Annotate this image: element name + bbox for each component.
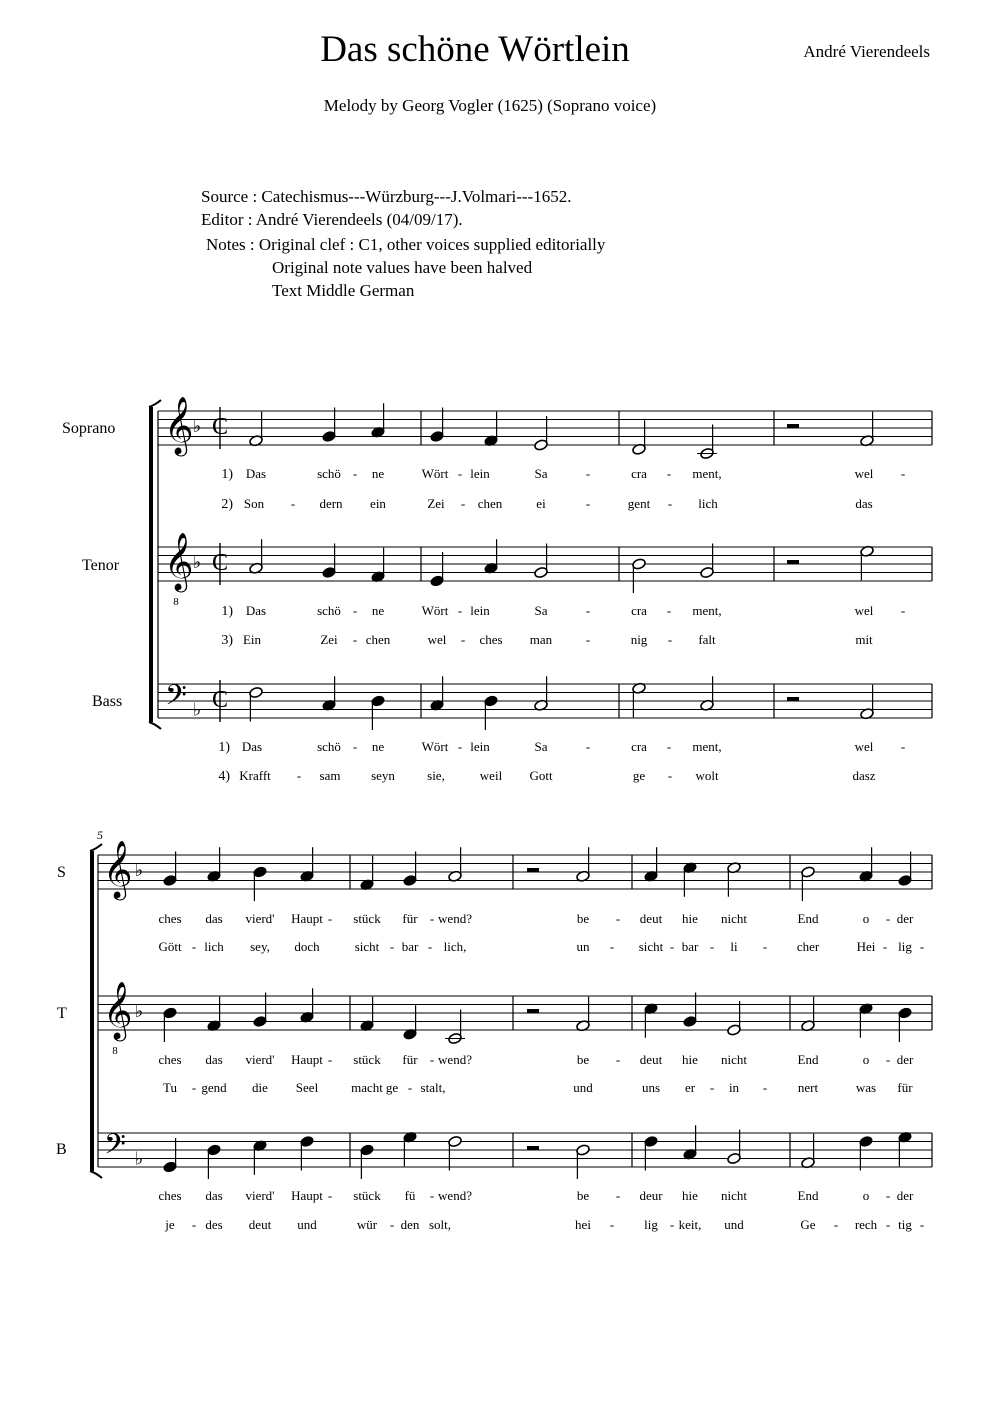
verse-number: 1)	[221, 467, 233, 482]
lyric-bass-4: Krafft	[239, 768, 271, 783]
bracket-hook	[149, 722, 161, 729]
lyric-soprano-1: stück	[353, 911, 381, 926]
lyric-bass-4: -	[919, 1217, 925, 1232]
lyric-bass-1: vierd'	[245, 1188, 275, 1203]
bass-clef-icon: 𝄢	[165, 681, 187, 718]
lyric-tenor-3: in	[728, 1080, 740, 1095]
lyric-soprano-2: -	[585, 496, 591, 511]
lyric-soprano-2: gent	[627, 496, 651, 511]
lyric-bass-1: -	[585, 739, 591, 754]
lyric-bass-4: des	[205, 1217, 223, 1232]
lyric-bass-4: -	[833, 1217, 839, 1232]
octave-eight-mark: 8	[173, 596, 179, 608]
half-rest-icon	[527, 1146, 539, 1150]
lyric-soprano-1: ches	[158, 911, 182, 926]
lyric-bass-1: nicht	[721, 1188, 747, 1203]
lyric-soprano-2: -	[919, 939, 925, 954]
treble-clef-icon: 𝄞	[103, 982, 133, 1038]
lyric-tenor-3: -	[667, 632, 673, 647]
lyric-soprano-2: sicht	[638, 939, 664, 954]
lyric-bass-1: -	[457, 739, 463, 754]
lyric-tenor-3: stalt,	[420, 1080, 446, 1095]
lyric-soprano-2: un	[576, 939, 590, 954]
lyric-bass-1: der	[896, 1188, 914, 1203]
lyric-tenor-1: -	[666, 603, 672, 618]
lyric-soprano-1: vierd'	[245, 911, 275, 926]
lyric-soprano-2: Hei	[856, 939, 876, 954]
lyric-soprano-2: sicht	[354, 939, 380, 954]
lyric-tenor-1: das	[205, 1052, 223, 1067]
lyric-tenor-3: chen	[365, 632, 391, 647]
verse-number: 4)	[218, 769, 230, 784]
lyric-tenor-1: der	[896, 1052, 914, 1067]
lyric-tenor-3: Tu	[163, 1080, 177, 1095]
lyric-soprano-1: nicht	[721, 911, 747, 926]
lyric-tenor-3: Seel	[295, 1080, 319, 1095]
lyric-bass-1: -	[615, 1188, 621, 1203]
lyric-tenor-1: -	[457, 603, 463, 618]
flat-sign-icon: ♭	[134, 860, 144, 880]
treble-clef-icon: 𝄞	[164, 533, 194, 589]
lyric-tenor-1: be	[576, 1052, 590, 1067]
lyric-tenor-1: stück	[353, 1052, 381, 1067]
lyric-tenor-3: Ein	[242, 632, 262, 647]
lyric-bass-4: -	[669, 1217, 675, 1232]
time-signature: C	[211, 414, 229, 440]
lyric-bass-1: -	[327, 1188, 333, 1203]
verse-number: 1)	[221, 604, 233, 619]
lyric-bass-1: lein	[470, 739, 490, 754]
voice-label-tenor: Tenor	[82, 557, 120, 574]
lyric-tenor-1: Wört	[421, 603, 449, 618]
lyric-tenor-1: -	[352, 603, 358, 618]
flat-sign-icon: ♭	[192, 416, 202, 436]
lyric-soprano-1: -	[457, 466, 463, 481]
composer-name: André Vierendeels	[803, 42, 930, 61]
lyric-soprano-1: o	[862, 911, 870, 926]
lyric-soprano-1: wel	[854, 466, 874, 481]
lyric-bass-4: keit,	[678, 1217, 702, 1232]
lyric-bass-1: fü	[404, 1188, 416, 1203]
time-signature: C	[211, 687, 229, 713]
lyric-tenor-3: nert	[797, 1080, 819, 1095]
voice-label-s: S	[57, 864, 66, 881]
lyric-soprano-1: für	[402, 911, 418, 926]
lyric-bass-4: -	[389, 1217, 395, 1232]
lyric-tenor-1: für	[402, 1052, 418, 1067]
flat-sign-icon: ♭	[192, 699, 202, 720]
lyric-tenor-1: ne	[371, 603, 385, 618]
lyric-bass-4: sam	[319, 768, 341, 783]
lyric-bass-4: deut	[248, 1217, 272, 1232]
lyric-soprano-1: -	[352, 466, 358, 481]
lyric-bass-1: schö	[317, 739, 341, 754]
lyric-soprano-2: lich,	[443, 939, 467, 954]
lyric-bass-1: ne	[371, 739, 385, 754]
treble-clef-icon: 𝄞	[103, 841, 133, 897]
lyric-soprano-2: bar	[681, 939, 699, 954]
lyric-soprano-2: -	[191, 939, 197, 954]
lyric-tenor-3: mit	[855, 632, 873, 647]
bracket-hook	[90, 1171, 102, 1178]
lyric-soprano-1: ne	[371, 466, 385, 481]
verse-number: 2)	[221, 497, 233, 512]
lyric-soprano-1: das	[205, 911, 223, 926]
lyric-soprano-2: -	[709, 939, 715, 954]
voice-label-bass: Bass	[92, 693, 123, 710]
lyric-soprano-1: deut	[639, 911, 663, 926]
lyric-bass-4: Gott	[529, 768, 553, 783]
lyric-bass-4: rech	[854, 1217, 878, 1232]
lyric-bass-1: hie	[682, 1188, 698, 1203]
lyric-bass-4: ge	[632, 768, 646, 783]
score-subtitle: Melody by Georg Vogler (1625) (Soprano voice)	[323, 96, 657, 115]
lyric-tenor-1: vierd'	[245, 1052, 275, 1067]
notes-line: Notes : Original clef : C1, other voices supplied editorially	[206, 235, 606, 254]
lyric-soprano-2: -	[762, 939, 768, 954]
lyric-bass-4: -	[667, 768, 673, 783]
lyric-soprano-1: -	[429, 911, 435, 926]
verse-number: 1)	[218, 740, 230, 755]
lyric-bass-4: -	[609, 1217, 615, 1232]
lyric-soprano-2: li	[730, 939, 738, 954]
lyric-bass-1: -	[352, 739, 358, 754]
lyric-soprano-1: wend?	[438, 911, 472, 926]
lyric-tenor-1: hie	[682, 1052, 698, 1067]
lyric-bass-1: -	[666, 739, 672, 754]
voice-label-soprano: Soprano	[62, 420, 116, 437]
lyric-bass-1: o	[862, 1188, 870, 1203]
lyric-tenor-1: nicht	[721, 1052, 747, 1067]
lyric-tenor-3: gend	[201, 1080, 227, 1095]
lyric-soprano-2: chen	[477, 496, 503, 511]
lyric-bass-4: -	[885, 1217, 891, 1232]
lyric-tenor-3: uns	[641, 1080, 661, 1095]
lyric-soprano-2: -	[882, 939, 888, 954]
lyric-tenor-3: -	[585, 632, 591, 647]
lyric-tenor-1: Das	[245, 603, 267, 618]
lyric-tenor-1: -	[327, 1052, 333, 1067]
lyric-tenor-3: -	[762, 1080, 768, 1095]
lyric-bass-4: und	[297, 1217, 317, 1232]
lyric-soprano-1: -	[885, 911, 891, 926]
lyric-tenor-1: wend?	[438, 1052, 472, 1067]
editor-line: Editor : André Vierendeels (04/09/17).	[201, 210, 463, 229]
lyric-bass-1: stück	[353, 1188, 381, 1203]
lyric-bass-4: dasz	[852, 768, 876, 783]
lyric-tenor-1: -	[615, 1052, 621, 1067]
lyric-bass-4: solt,	[428, 1217, 452, 1232]
lyric-soprano-1: hie	[682, 911, 698, 926]
treble-clef-icon: 𝄞	[164, 397, 194, 453]
lyric-tenor-3: man	[529, 632, 553, 647]
lyric-soprano-2: ei	[536, 496, 546, 511]
lyric-bass-4: -	[296, 768, 302, 783]
lyric-tenor-1: cra	[631, 603, 647, 618]
lyric-soprano-2: -	[609, 939, 615, 954]
lyric-soprano-1: Sa	[534, 466, 548, 481]
lyric-bass-4: den	[400, 1217, 420, 1232]
half-rest-icon	[527, 868, 539, 872]
lyric-soprano-2: das	[855, 496, 873, 511]
lyric-soprano-2: Son	[243, 496, 265, 511]
lyric-tenor-3: Zei	[320, 632, 338, 647]
lyric-tenor-3: und	[573, 1080, 593, 1095]
lyric-soprano-2: -	[669, 939, 675, 954]
time-signature: C	[211, 550, 229, 576]
lyric-soprano-2: lich	[698, 496, 718, 511]
lyric-tenor-3: die	[252, 1080, 268, 1095]
lyric-tenor-1: ches	[158, 1052, 182, 1067]
lyric-tenor-3: -	[407, 1080, 413, 1095]
lyric-bass-1: be	[576, 1188, 590, 1203]
lyric-tenor-1: -	[585, 603, 591, 618]
lyric-tenor-1: lein	[470, 603, 490, 618]
notes-line-3: Text Middle German	[272, 281, 415, 300]
lyric-soprano-1: -	[585, 466, 591, 481]
lyric-tenor-1: Sa	[534, 603, 548, 618]
lyric-soprano-2: Zei	[427, 496, 445, 511]
source-line: Source : Catechismus---Würzburg---J.Volmari---1652.	[201, 187, 572, 206]
flat-sign-icon: ♭	[134, 1148, 144, 1169]
flat-sign-icon: ♭	[192, 552, 202, 572]
lyric-soprano-1: be	[576, 911, 590, 926]
lyric-soprano-1: ment,	[692, 466, 722, 481]
lyric-tenor-1: deut	[639, 1052, 663, 1067]
bracket-hook	[90, 844, 102, 851]
lyric-tenor-3: macht	[351, 1080, 383, 1095]
lyric-tenor-3: was	[855, 1080, 877, 1095]
half-rest-icon	[787, 560, 799, 564]
lyric-soprano-1: Wört	[421, 466, 449, 481]
lyric-soprano-1: der	[896, 911, 914, 926]
lyric-tenor-3: für	[897, 1080, 913, 1095]
bracket-hook	[149, 400, 161, 407]
lyric-tenor-1: Haupt	[291, 1052, 323, 1067]
lyric-bass-1: -	[429, 1188, 435, 1203]
lyric-bass-1: wel	[854, 739, 874, 754]
lyric-soprano-2: -	[427, 939, 433, 954]
lyric-soprano-2: dern	[319, 496, 343, 511]
lyric-tenor-1: End	[797, 1052, 819, 1067]
lyric-bass-1: Wört	[421, 739, 449, 754]
lyric-tenor-1: -	[900, 603, 906, 618]
lyric-bass-1: deur	[639, 1188, 663, 1203]
lyric-soprano-2: -	[290, 496, 296, 511]
lyric-tenor-1: -	[429, 1052, 435, 1067]
lyric-tenor-1: wel	[854, 603, 874, 618]
lyric-bass-4: tig	[898, 1217, 912, 1232]
lyric-bass-4: Ge	[800, 1217, 816, 1232]
lyric-tenor-1: ment,	[692, 603, 722, 618]
lyric-bass-1: End	[797, 1188, 819, 1203]
measure-number: 5	[97, 828, 103, 842]
lyric-bass-1: Das	[241, 739, 263, 754]
lyric-soprano-1: cra	[631, 466, 647, 481]
lyric-bass-4: weil	[479, 768, 503, 783]
lyric-bass-1: wend?	[438, 1188, 472, 1203]
half-rest-icon	[787, 697, 799, 701]
lyric-soprano-2: sey,	[250, 939, 270, 954]
lyric-soprano-1: End	[797, 911, 819, 926]
lyric-soprano-1: -	[666, 466, 672, 481]
lyric-tenor-3: -	[352, 632, 358, 647]
lyric-soprano-2: lich	[204, 939, 224, 954]
lyric-soprano-2: cher	[796, 939, 820, 954]
lyric-tenor-3: ge	[385, 1080, 399, 1095]
lyric-bass-1: das	[205, 1188, 223, 1203]
bass-clef-icon: 𝄢	[104, 1130, 126, 1167]
lyric-tenor-3: nig	[630, 632, 648, 647]
lyric-tenor-1: o	[862, 1052, 870, 1067]
notes-line-2: Original note values have been halved	[272, 258, 533, 277]
lyric-soprano-2: -	[389, 939, 395, 954]
lyric-soprano-1: -	[615, 911, 621, 926]
flat-sign-icon: ♭	[134, 1001, 144, 1021]
lyric-bass-4: -	[191, 1217, 197, 1232]
lyric-soprano-2: -	[667, 496, 673, 511]
lyric-bass-4: lig	[644, 1217, 658, 1232]
lyric-soprano-2: bar	[401, 939, 419, 954]
half-rest-icon	[527, 1009, 539, 1013]
lyric-soprano-1: Haupt	[291, 911, 323, 926]
lyric-bass-4: sie,	[427, 768, 445, 783]
lyric-tenor-3: -	[191, 1080, 197, 1095]
lyric-tenor-3: -	[709, 1080, 715, 1095]
lyric-bass-1: -	[885, 1188, 891, 1203]
lyric-soprano-2: doch	[294, 939, 320, 954]
lyric-tenor-3: er	[684, 1080, 696, 1095]
score-title: Das schöne Wörtlein	[320, 29, 630, 70]
lyric-soprano-1: lein	[470, 466, 490, 481]
octave-eight-mark: 8	[112, 1045, 118, 1057]
lyric-bass-4: hei	[575, 1217, 591, 1232]
lyric-soprano-2: lig	[898, 939, 912, 954]
voice-label-b: B	[56, 1141, 67, 1158]
lyric-bass-1: Sa	[534, 739, 548, 754]
voice-label-t: T	[57, 1005, 67, 1022]
lyric-soprano-2: ein	[370, 496, 386, 511]
lyric-soprano-2: -	[460, 496, 466, 511]
lyric-bass-4: und	[724, 1217, 744, 1232]
lyric-tenor-3: -	[460, 632, 466, 647]
lyric-bass-1: -	[900, 739, 906, 754]
half-rest-icon	[787, 424, 799, 428]
verse-number: 3)	[221, 633, 233, 648]
lyric-bass-4: wür	[356, 1217, 378, 1232]
lyric-soprano-2: Gött	[158, 939, 182, 954]
lyric-bass-4: wolt	[695, 768, 719, 783]
lyric-bass-1: ment,	[692, 739, 722, 754]
lyric-tenor-1: schö	[317, 603, 341, 618]
lyric-soprano-1: -	[900, 466, 906, 481]
lyric-bass-4: je	[165, 1217, 175, 1232]
lyric-soprano-1: schö	[317, 466, 341, 481]
lyric-bass-1: Haupt	[291, 1188, 323, 1203]
lyric-tenor-3: wel	[427, 632, 447, 647]
lyric-tenor-3: falt	[698, 632, 716, 647]
lyric-bass-1: cra	[631, 739, 647, 754]
lyric-bass-4: seyn	[371, 768, 395, 783]
lyric-soprano-1: -	[327, 911, 333, 926]
lyric-tenor-1: -	[885, 1052, 891, 1067]
lyric-soprano-1: Das	[245, 466, 267, 481]
lyric-tenor-3: ches	[479, 632, 503, 647]
lyric-bass-1: ches	[158, 1188, 182, 1203]
